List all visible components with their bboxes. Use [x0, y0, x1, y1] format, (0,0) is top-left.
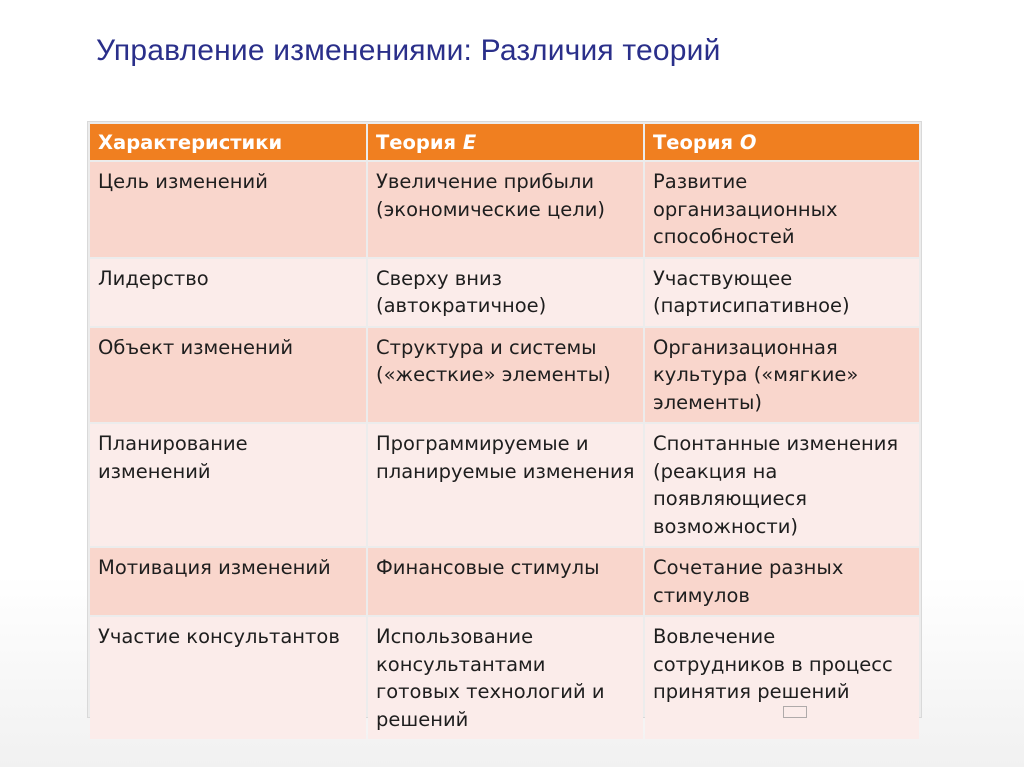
cell-theory-o: Участвующее (партисипативное) [645, 259, 919, 326]
watermark-logo [783, 706, 913, 720]
table-row [90, 548, 919, 615]
table-row [90, 617, 919, 739]
cell-theory-o: Сочетание разных стимулов [645, 548, 919, 615]
cell-theory-e: Сверху вниз (автократичное) [368, 259, 643, 326]
comparison-table-container [88, 122, 921, 731]
cell-theory-o: Организационная культура («мягкие» элементы) [645, 328, 919, 423]
header-label: Теория [376, 131, 463, 155]
cell-theory-o: Спонтанные изменения (реакция на появляющиеся возможности) [645, 424, 919, 546]
page-title: Управление изменениями: Различия теорий [96, 34, 721, 67]
header-italic-letter: O [739, 131, 757, 155]
table-row [90, 162, 919, 257]
cell-theory-e: Финансовые стимулы [368, 548, 643, 615]
header-italic-letter: E [462, 131, 477, 155]
table-row [90, 328, 919, 423]
cell-theory-e: Увеличение прибыли (экономические цели) [368, 162, 643, 257]
cell-theory-e: Программируемые и планируемые изменения [368, 424, 643, 546]
cell-characteristic: Участие консультантов [90, 617, 366, 739]
header-label: Теория [653, 131, 740, 155]
header-theory-e [368, 124, 643, 160]
cell-characteristic: Лидерство [90, 259, 366, 326]
table-row [90, 424, 919, 546]
table-row [90, 259, 919, 326]
cell-characteristic: Объект изменений [90, 328, 366, 423]
header-theory-o [645, 124, 919, 160]
cell-theory-o: Вовлечение сотрудников в процесс принятия решений [645, 617, 919, 739]
cell-characteristic: Цель изменений [90, 162, 366, 257]
header-characteristics [90, 124, 366, 160]
cell-characteristic: Мотивация изменений [90, 548, 366, 615]
cell-theory-o: Развитие организационных способностей [645, 162, 919, 257]
table-header-row [90, 124, 919, 160]
watermark-icon [783, 706, 807, 718]
cell-theory-e: Структура и системы («жесткие» элементы) [368, 328, 643, 423]
cell-characteristic: Планирование изменений [90, 424, 366, 546]
cell-theory-e: Использование консультантами готовых технологий и решений [368, 617, 643, 739]
comparison-table [88, 122, 921, 741]
header-label: Характеристики [98, 131, 283, 155]
